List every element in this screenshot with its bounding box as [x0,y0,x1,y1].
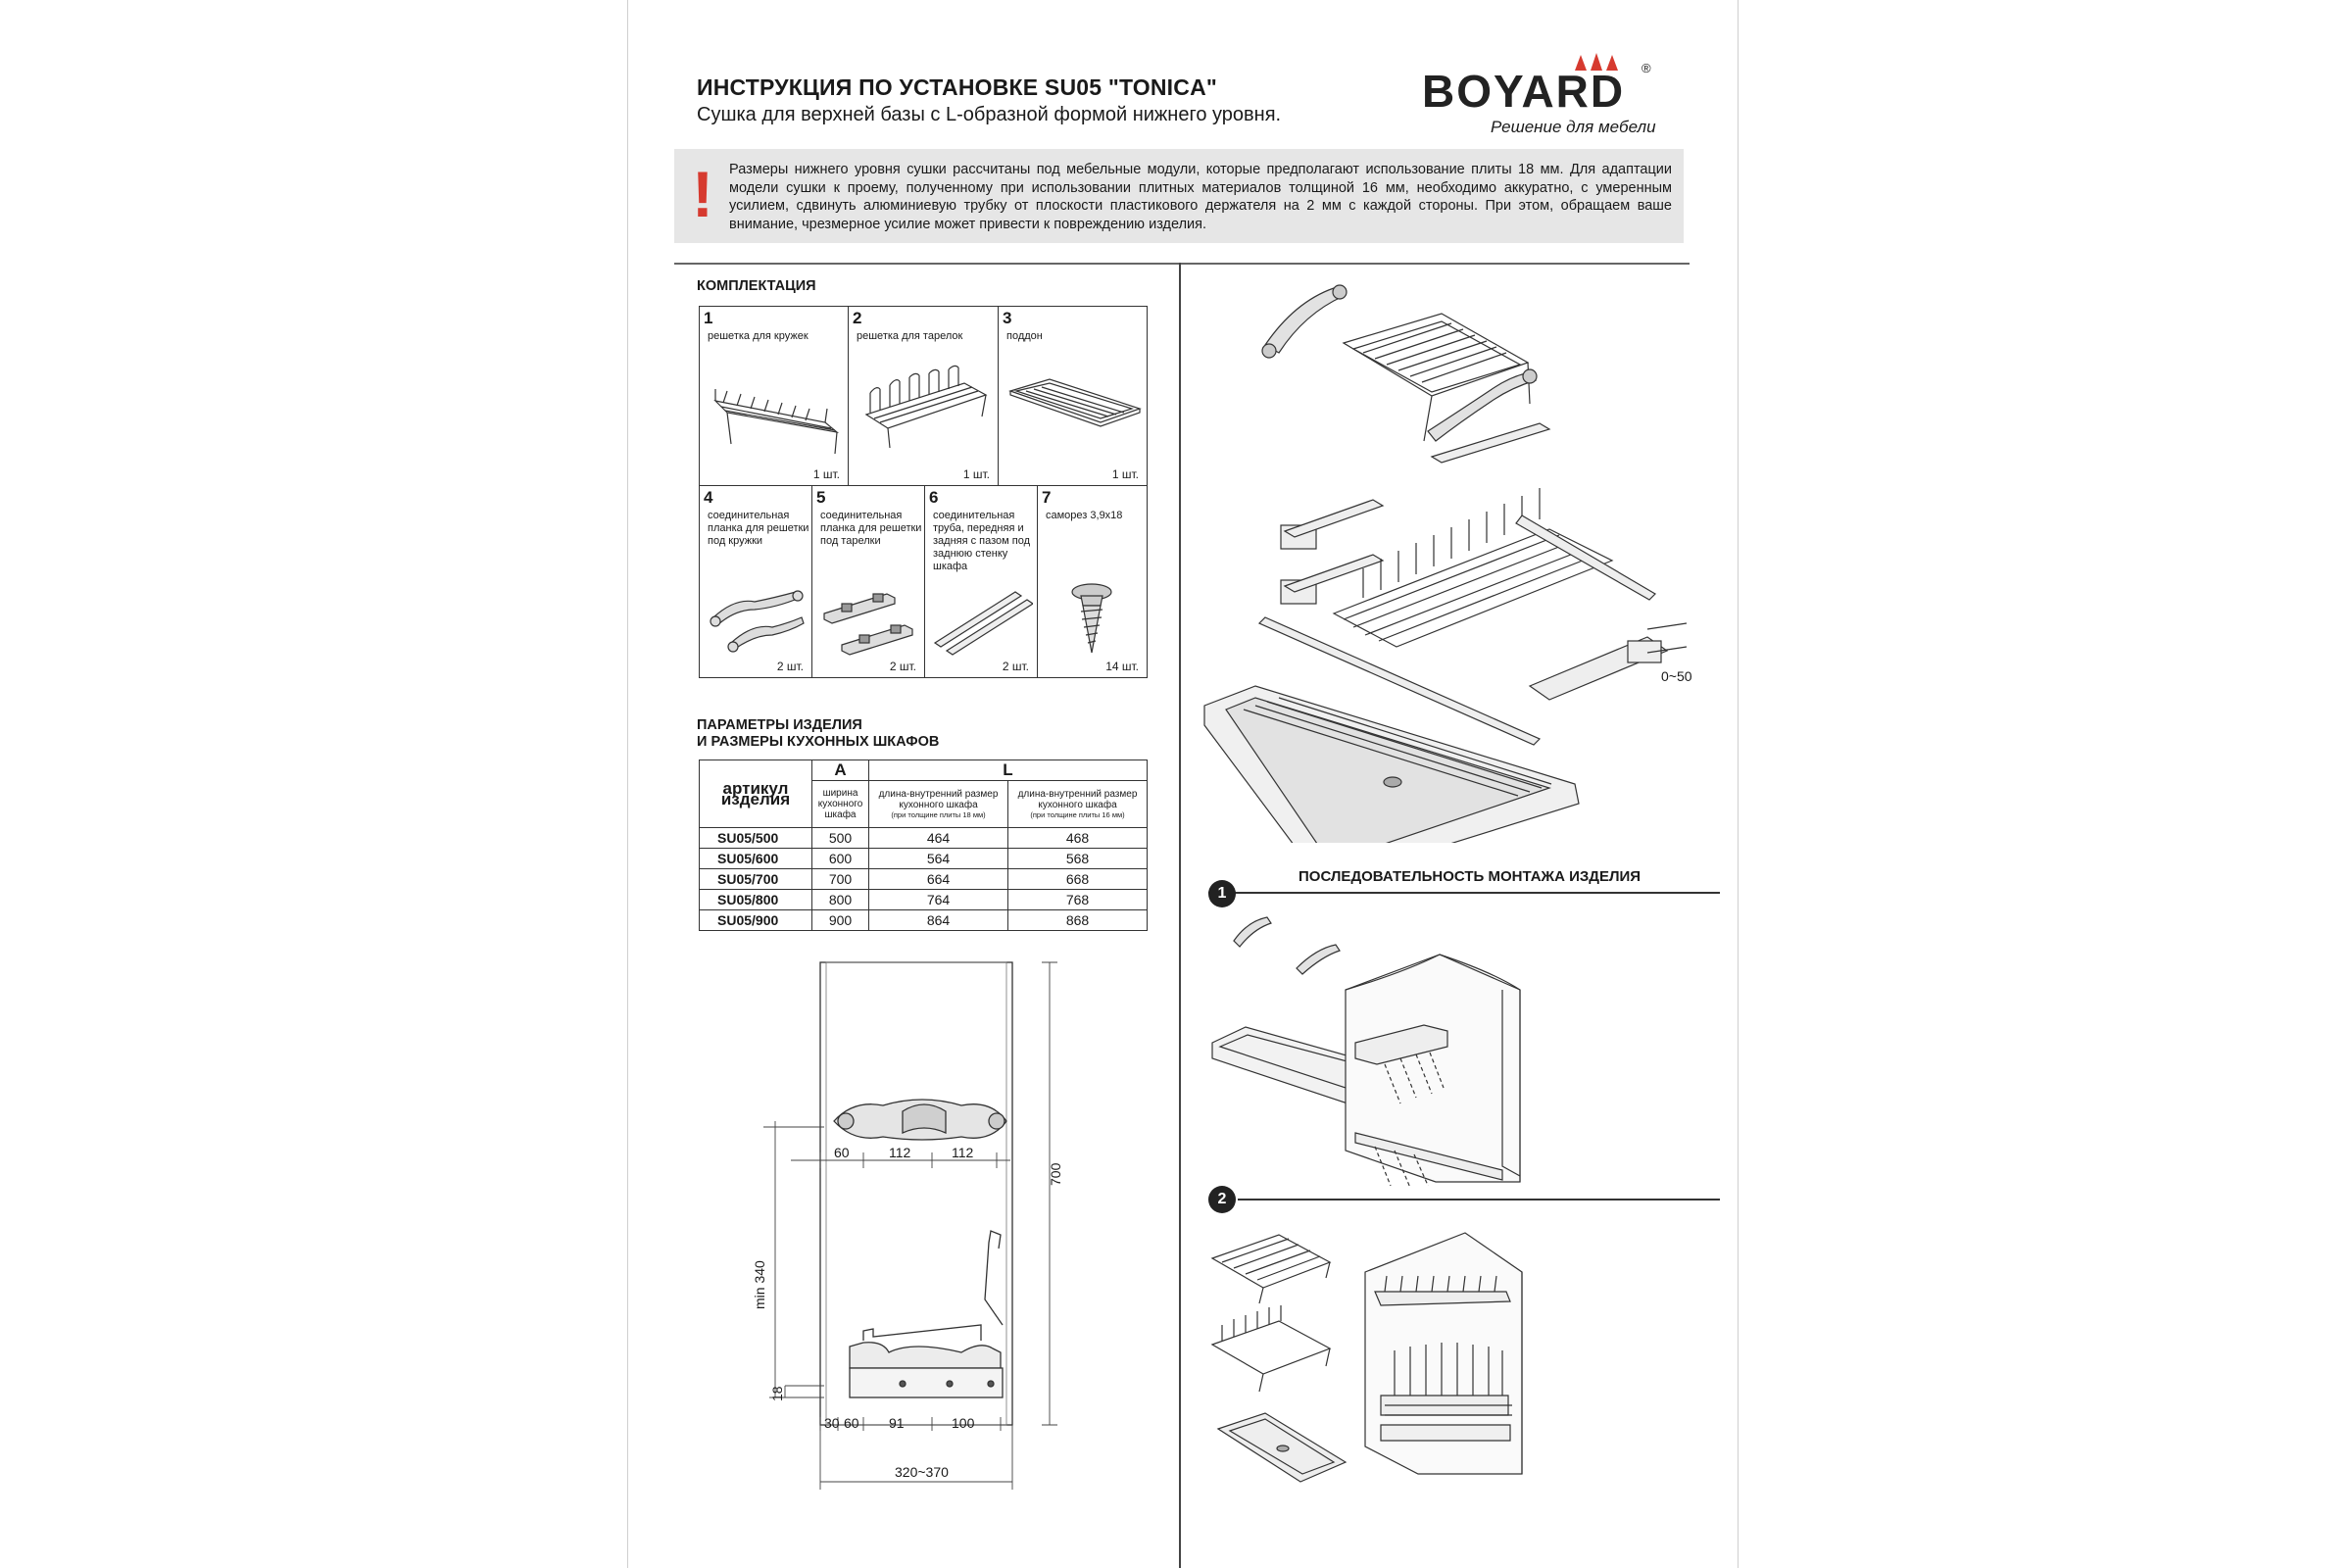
dim-700: 700 [1048,1162,1063,1186]
params-title [697,717,939,751]
width-header: ширина кухонного шкафа [812,781,869,828]
kit-item-cup-rack [699,306,849,486]
kit-item-qty: 1 шт. [1111,467,1139,481]
column-divider [1179,263,1181,1568]
kit-item-qty: 2 шт. [889,660,916,673]
kit-title: КОМПЛЕКТАЦИЯ [697,278,816,294]
dim-18: 18 [769,1386,785,1401]
params-title-line1: ПАРАМЕТРЫ ИЗДЕЛИЯ [697,717,862,733]
kit-item-qty: 14 шт. [1105,660,1139,673]
dim-100: 100 [952,1415,975,1431]
exclamation-icon: ! [692,158,713,230]
dim-min-340: min 340 [752,1260,767,1309]
article-cell: SU05/600 [700,849,812,869]
registered-mark: ® [1642,61,1651,75]
len16-header [1008,781,1148,828]
kit-item-qty: 2 шт. [1002,660,1029,673]
dim-60-top: 60 [834,1145,850,1160]
drip-tray-icon [1006,362,1144,450]
kit-item-number: 1 [704,309,713,327]
kit-item-number: 5 [816,488,826,507]
kit-item-plate-rack [848,306,999,486]
kit-item-number: 6 [929,488,939,507]
len16-cell: 568 [1008,849,1148,869]
step-1-illustration-icon [1208,911,1718,1186]
article-cell: SU05/500 [700,828,812,849]
len18-header [869,781,1008,828]
len18-cell: 464 [869,828,1008,849]
kit-item-number: 7 [1042,488,1052,507]
kit-item-plate-connector [811,485,925,678]
len16-cell: 668 [1008,869,1148,890]
article-cell: SU05/900 [700,910,812,931]
kit-item-tube [924,485,1038,678]
step-2-badge: 2 [1208,1186,1236,1213]
table-row [700,869,1148,890]
params-table [699,760,1148,931]
len16-cell: 868 [1008,910,1148,931]
len18-note: (при толщине плиты 18 мм) [891,810,986,819]
kit-item-number: 4 [704,488,713,507]
len18-cell: 664 [869,869,1008,890]
exploded-assembly-icon [1197,274,1726,843]
col-l-header: L [869,760,1148,781]
warning-text: Размеры нижнего уровня сушки рассчитаны под мебельные модули, которые предполагают использование плиты 18 мм. Для адаптации модели сушки к проему, полученному при использовании плитных материалов толщиной 16 мм, необходимо аккуратно, с умеренным усилием, сдвинуть алюминиевую трубку от плоскости пластикового держателя на 2 мм с каждой стороны. При этом, обращаем ваше внимание, чрезмерное усилие может привести к повреждению изделия. [729,162,1672,232]
dim-30: 30 [824,1415,840,1431]
article-cell: SU05/700 [700,869,812,890]
kit-item-cup-connector [699,485,812,678]
table-row [700,910,1148,931]
kit-item-qty: 1 шт. [962,467,990,481]
width-cell: 900 [812,910,869,931]
section-divider [674,263,1690,265]
sequence-rule [1208,892,1720,894]
step-1-badge: 1 [1208,880,1236,907]
screw-icon [1067,580,1116,659]
kit-item-name: соединительная планка для решетки под кружки [708,510,809,547]
dim-91: 91 [889,1415,905,1431]
len16-cell: 468 [1008,828,1148,849]
dim-depth: 320~370 [895,1464,949,1480]
kit-item-screw [1037,485,1148,678]
kit-item-qty: 2 шт. [776,660,804,673]
step-2-rule [1238,1199,1720,1200]
article-header: артикул изделия [700,760,812,828]
kit-grid [699,306,1148,678]
side-view-drawing [687,941,1177,1509]
kit-item-name: поддон [1006,330,1043,342]
cabinet-side-view-icon [687,941,1177,1509]
plate-rack-icon [857,356,994,464]
dim-range: 0~50 [1661,668,1692,684]
width-cell: 800 [812,890,869,910]
len18-cell: 764 [869,890,1008,910]
page-subtitle: Сушка для верхней базы с L-образной формой нижнего уровня. [697,104,1282,125]
dim-60-bottom: 60 [844,1415,859,1431]
boyard-logo [1422,59,1657,147]
brand-name: BOYARD [1422,66,1626,117]
kit-item-name: саморез 3,9х18 [1046,510,1123,521]
article-cell: SU05/800 [700,890,812,910]
width-cell: 700 [812,869,869,890]
len16-label: длина-внутренний размер кухонного шкафа [1017,789,1138,810]
plate-connector-icon [818,588,920,657]
dim-112-right: 112 [952,1145,974,1160]
brand-tagline: Решение для мебели [1491,118,1656,136]
len18-cell: 864 [869,910,1008,931]
page-title: ИНСТРУКЦИЯ ПО УСТАНОВКЕ SU05 "TONICA" [697,74,1217,100]
params-title-line2: И РАЗМЕРЫ КУХОННЫХ ШКАФОВ [697,734,940,750]
table-row [700,828,1148,849]
width-cell: 600 [812,849,869,869]
len18-cell: 564 [869,849,1008,869]
table-row [700,890,1148,910]
instruction-sheet [627,0,1739,1568]
step-2-illustration-icon [1208,1223,1718,1517]
kit-item-name: соединительная труба, передняя и задняя с пазом под заднюю стенку шкафа [933,510,1031,572]
connecting-tube-icon [931,588,1033,657]
kit-item-tray [998,306,1148,486]
dim-112-left: 112 [889,1145,911,1160]
kit-item-number: 2 [853,309,862,327]
connector-bar-icon [706,588,808,657]
kit-item-name: соединительная планка для решетки под тарелки [820,510,922,547]
kit-item-number: 3 [1003,309,1012,327]
table-header-row [700,760,1148,781]
col-a-header: A [812,760,869,781]
len16-cell: 768 [1008,890,1148,910]
len18-label: длина-внутренний размер кухонного шкафа [878,789,999,810]
kit-item-name: решетка для тарелок [857,330,963,342]
len16-note: (при толщине плиты 16 мм) [1030,810,1125,819]
installation-sequence [1208,858,1718,1525]
width-cell: 500 [812,828,869,849]
table-row [700,849,1148,869]
cup-rack-icon [708,362,845,460]
exploded-view [1197,274,1726,843]
kit-item-name: решетка для кружек [708,330,808,342]
sequence-title: ПОСЛЕДОВАТЕЛЬНОСТЬ МОНТАЖА ИЗДЕЛИЯ [1298,868,1642,885]
kit-item-qty: 1 шт. [812,467,840,481]
warning-box [674,149,1684,243]
